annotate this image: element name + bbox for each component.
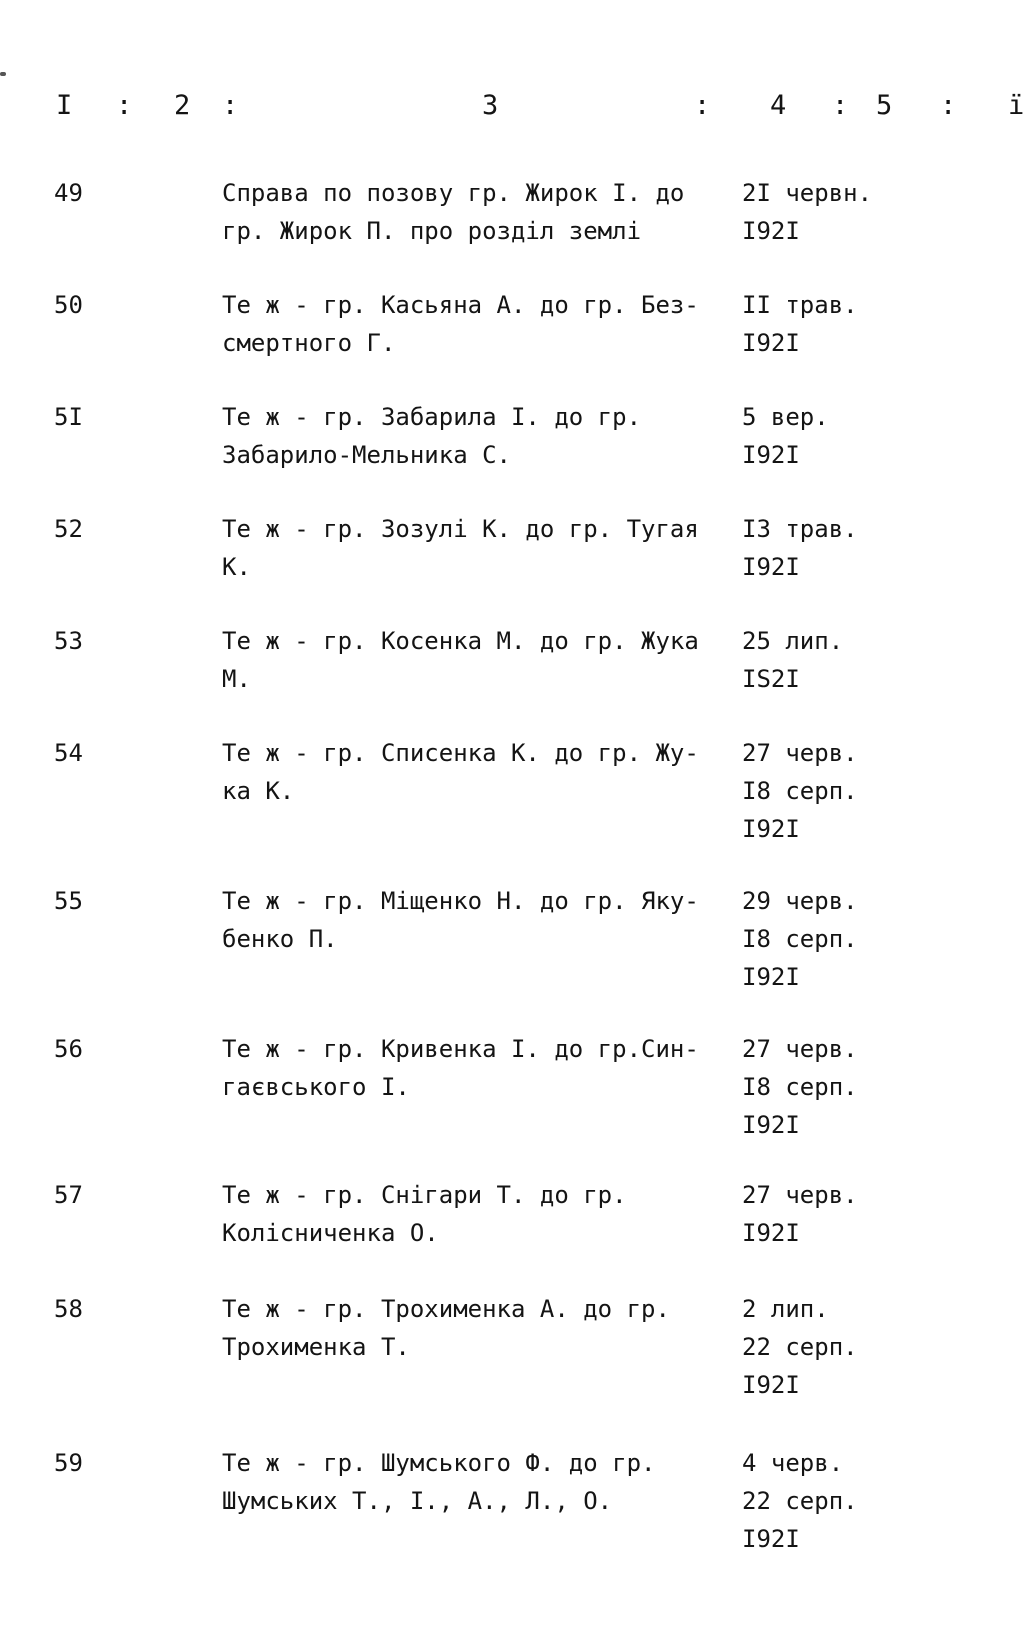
entry-dates [742, 622, 843, 698]
entry-number: 50 [54, 291, 83, 319]
description-line: Колісниченка О. [222, 1219, 439, 1247]
ink-smudge [0, 72, 6, 76]
entry-description [222, 510, 742, 586]
entry-description [222, 734, 742, 810]
date-line: 2 лип. [742, 1295, 829, 1323]
date-line: 27 черв. [742, 1181, 858, 1209]
entry-dates [742, 510, 858, 586]
description-line: Те ж - гр. Снігари Т. до гр. [222, 1181, 627, 1209]
entry-number: 49 [54, 179, 83, 207]
entry-dates [742, 882, 858, 996]
date-line: 4 черв. [742, 1449, 844, 1477]
description-line: Шумських Т., I., А., Л., О. [222, 1487, 613, 1515]
entry-description [222, 1030, 742, 1106]
description-line: Те ж - гр. Міщенко Н. до гр. Яку- [222, 887, 699, 915]
description-line: ка К. [222, 777, 295, 805]
date-line: I92I [742, 1525, 800, 1553]
entry-number: 57 [54, 1181, 83, 1209]
header-col-1: I [56, 90, 73, 121]
description-line: М. [222, 665, 251, 693]
date-line: I8 серп. [742, 1073, 858, 1101]
description-line: Те ж - гр. Забарила I. до гр. [222, 403, 642, 431]
description-line: Те ж - гр. Трохименка А. до гр. [222, 1295, 670, 1323]
date-line: 25 лип. [742, 627, 844, 655]
date-line: I92I [742, 553, 800, 581]
entry-description [222, 1290, 742, 1366]
date-line: I92I [742, 1371, 800, 1399]
date-line: I92I [742, 329, 800, 357]
description-line: Те ж - гр. Шумського Ф. до гр. [222, 1449, 656, 1477]
header-col-4: 4 [770, 90, 787, 121]
entry-description [222, 1176, 742, 1252]
entry-number: 54 [54, 739, 83, 767]
description-line: Те ж - гр. Касьяна А. до гр. Без- [222, 291, 699, 319]
date-line: 29 черв. [742, 887, 858, 915]
entry-dates [742, 1030, 858, 1144]
header-separator-4: : [832, 90, 849, 121]
date-line: I92I [742, 1219, 800, 1247]
entry-number: 55 [54, 887, 83, 915]
entry-description [222, 1444, 742, 1520]
description-line: бенко П. [222, 925, 338, 953]
date-line: 2I червн. [742, 179, 873, 207]
header-col-5: 5 [876, 90, 893, 121]
header-col-2: 2 [174, 90, 191, 121]
description-line: смертного Г. [222, 329, 396, 357]
description-line: Забарило-Мельника С. [222, 441, 511, 469]
entry-description [222, 622, 742, 698]
header-col-6: ї [1008, 90, 1024, 121]
description-line: Те ж - гр. Списенка К. до гр. Жу- [222, 739, 699, 767]
entry-number: 58 [54, 1295, 83, 1323]
date-line: 5 вер. [742, 403, 829, 431]
description-line: гаєвського I. [222, 1073, 410, 1101]
date-line: 22 серп. [742, 1333, 858, 1361]
date-line: I8 серп. [742, 777, 858, 805]
entry-dates [742, 1290, 858, 1404]
entry-dates [742, 398, 829, 474]
date-line: I92I [742, 1111, 800, 1139]
entry-dates [742, 174, 872, 250]
entry-dates [742, 734, 858, 848]
date-line: I92I [742, 815, 800, 843]
header-separator-1: : [116, 90, 133, 121]
entry-dates [742, 1444, 858, 1558]
description-line: К. [222, 553, 251, 581]
date-line: 27 черв. [742, 739, 858, 767]
entry-dates [742, 1176, 858, 1252]
entry-number: 53 [54, 627, 83, 655]
date-line: 27 черв. [742, 1035, 858, 1063]
date-line: II трав. [742, 291, 858, 319]
header-separator-3: : [694, 90, 711, 121]
date-line: 22 серп. [742, 1487, 858, 1515]
entry-description [222, 174, 742, 250]
header-separator-5: : [940, 90, 957, 121]
date-line: I3 трав. [742, 515, 858, 543]
description-line: Те ж - гр. Кривенка I. до гр.Син- [222, 1035, 699, 1063]
entry-number: 59 [54, 1449, 83, 1477]
date-line: I92I [742, 217, 800, 245]
date-line: I92I [742, 441, 800, 469]
date-line: IS2I [742, 665, 800, 693]
description-line: Справа по позову гр. Жирок I. до [222, 179, 685, 207]
entry-number: 5I [54, 403, 83, 431]
date-line: I8 серп. [742, 925, 858, 953]
date-line: I92I [742, 963, 800, 991]
description-line: Те ж - гр. Косенка М. до гр. Жука [222, 627, 699, 655]
description-line: Трохименка Т. [222, 1333, 410, 1361]
entry-number: 52 [54, 515, 83, 543]
entry-description [222, 882, 742, 958]
entry-description [222, 286, 742, 362]
entry-description [222, 398, 742, 474]
header-separator-2: : [222, 90, 239, 121]
description-line: гр. Жирок П. про розділ землі [222, 217, 642, 245]
entry-dates [742, 286, 858, 362]
header-col-3: 3 [482, 90, 499, 121]
description-line: Те ж - гр. Зозулі К. до гр. Тугая [222, 515, 699, 543]
entry-number: 56 [54, 1035, 83, 1063]
